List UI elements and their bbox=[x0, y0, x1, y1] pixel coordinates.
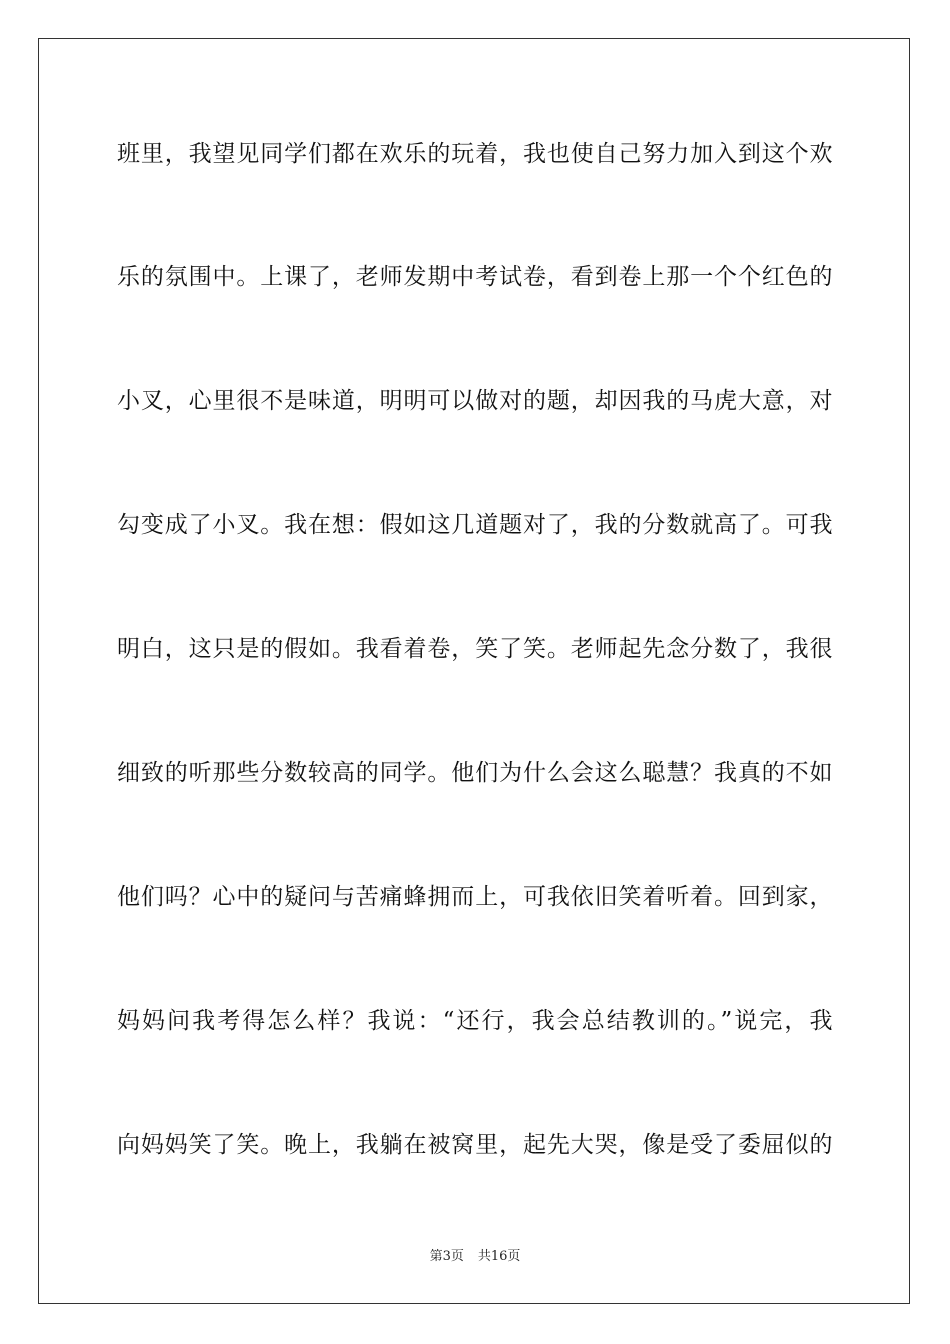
text-line: 向妈妈笑了笑。晚上，我躺在被窝里，起先大哭，像是受了委屈似的 bbox=[117, 1132, 833, 1158]
page-total: 共16页 bbox=[477, 1249, 521, 1264]
text-line: 小叉，心里很不是味道，明明可以做对的题，却因我的马虎大意，对 bbox=[117, 388, 833, 414]
page-footer bbox=[0, 1248, 950, 1266]
text-line: 细致的听那些分数较高的同学。他们为什么会这么聪慧？我真的不如 bbox=[117, 760, 833, 786]
text-line: 乐的氛围中。上课了，老师发期中考试卷，看到卷上那一个个红色的 bbox=[117, 264, 833, 290]
text-line: 妈妈问我考得怎么样？我说：“还行，我会总结教训的。”说完，我 bbox=[117, 1008, 833, 1034]
page-border bbox=[38, 38, 910, 1304]
text-line: 他们吗？心中的疑问与苦痛蜂拥而上，可我依旧笑着听着。回到家， bbox=[117, 884, 833, 910]
text-line: 勾变成了小叉。我在想：假如这几道题对了，我的分数就高了。可我 bbox=[117, 512, 833, 538]
text-line: 班里，我望见同学们都在欢乐的玩着，我也使自己努力加入到这个欢 bbox=[117, 141, 833, 167]
page-number: 第3页 bbox=[429, 1249, 464, 1264]
text-line: 明白，这只是的假如。我看着卷，笑了笑。老师起先念分数了，我很 bbox=[117, 636, 833, 662]
